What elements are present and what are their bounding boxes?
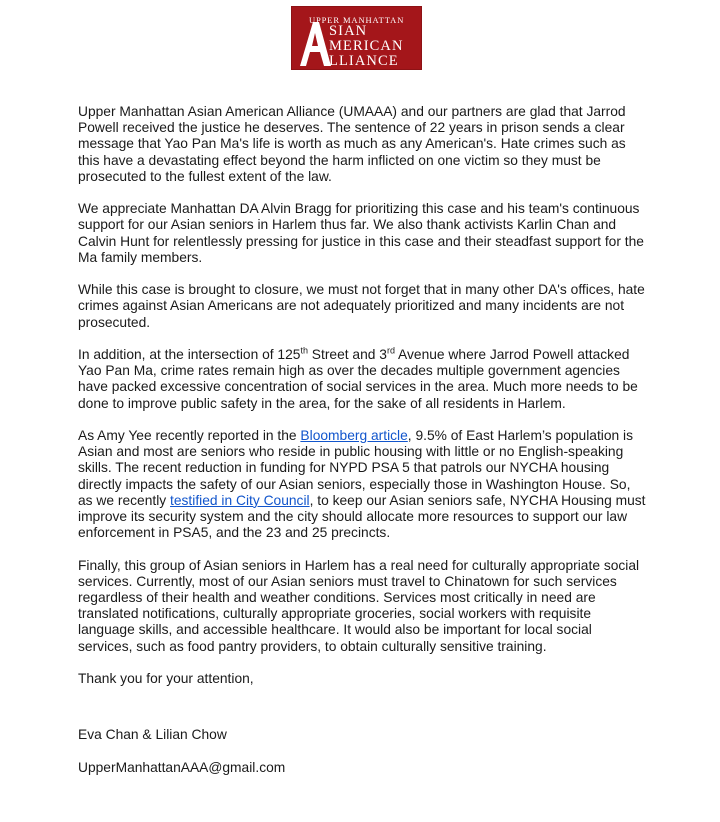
bloomberg-article-link[interactable]: Bloomberg article (300, 428, 408, 443)
paragraph-social-services: Finally, this group of Asian seniors in Harlem has a real need for culturally appropriate social services. Currently, most of our Asian seniors must travel to Chinatown for such services regardless of their health and weather conditions. Services most critically in need are translated notifications, culturally appropriate groceries, social workers with requisite language skills, and accessible healthcare. It would also be important for local social services, such as food pantry providers, to obtain culturally sensitive training. (78, 557, 640, 654)
city-council-testimony-link[interactable]: testified in City Council (170, 492, 310, 508)
paragraph-verdict: Upper Manhattan Asian American Alliance (UMAAA) and our partners are glad that Jarrod Powell received the justice he deserves. The sentence of 22 years in prison sends a clear message that Yao Pan Ma's life is worth as much as any American's. Hate crimes such as this have a devastating effect beyond the harm inflicted on one victim so they must be prosecuted to the fullest extent of the law. (78, 104, 626, 184)
logo-line-american: MERICAN (329, 38, 404, 54)
logo-line-alliance: LLIANCE (329, 53, 399, 69)
closing-line: Thank you for your attention, (78, 671, 254, 687)
paragraph-appreciation: We appreciate Manhattan DA Alvin Bragg for prioritizing this case and his team's continuous support for our Asian seniors in Harlem thus far. We also thank activists Karlin Chan and Calvin Hunt for relentlessly pressing for justice in this case and their steadfast support for the Ma family members. (78, 201, 644, 265)
signature: Eva Chan & Lilian Chow (78, 727, 227, 743)
logo-line-asian: SIAN (329, 23, 368, 39)
umaaa-logo (291, 6, 422, 70)
letter-body (78, 104, 646, 792)
paragraph-funding: As Amy Yee recently reported in the Bloomberg article, 9.5% of East Harlem’s population is Asian and most are seniors who reside in public housing with little or no English-speaking skills. The recent reduction in funding for NYPD PSA 5 that patrols our NYCHA housing directly impacts the safety of our Asian seniors, especially those in Washington House. So, as we recently testified in City Council, to keep our Asian seniors safe, NYCHA Housing must improve its security system and the city should allocate more resources to support our law enforcement in PSA5, and the 23 and 25 precincts. (78, 428, 646, 541)
paragraph-public-safety: In addition, at the intersection of 125th Street and 3rd Avenue where Jarrod Powell attacked Yao Pan Ma, crime rates remain high as over the decades multiple government agencies have packed excessive concentration of social services in the area. Much more needs to be done to improve public safety in the area, for the sake of all residents in Harlem. (78, 345, 638, 411)
contact-email[interactable]: UpperManhattanAAA@gmail.com (78, 759, 286, 775)
paragraph-closure: While this case is brought to closure, we must not forget that in many other DA's offices, hate crimes against Asian Americans are not adequately prioritized and many incidents are not prosecuted. (78, 282, 645, 330)
logo-top-line: UPPER MANHATTAN (309, 15, 405, 25)
logo-a-mark (298, 21, 332, 67)
